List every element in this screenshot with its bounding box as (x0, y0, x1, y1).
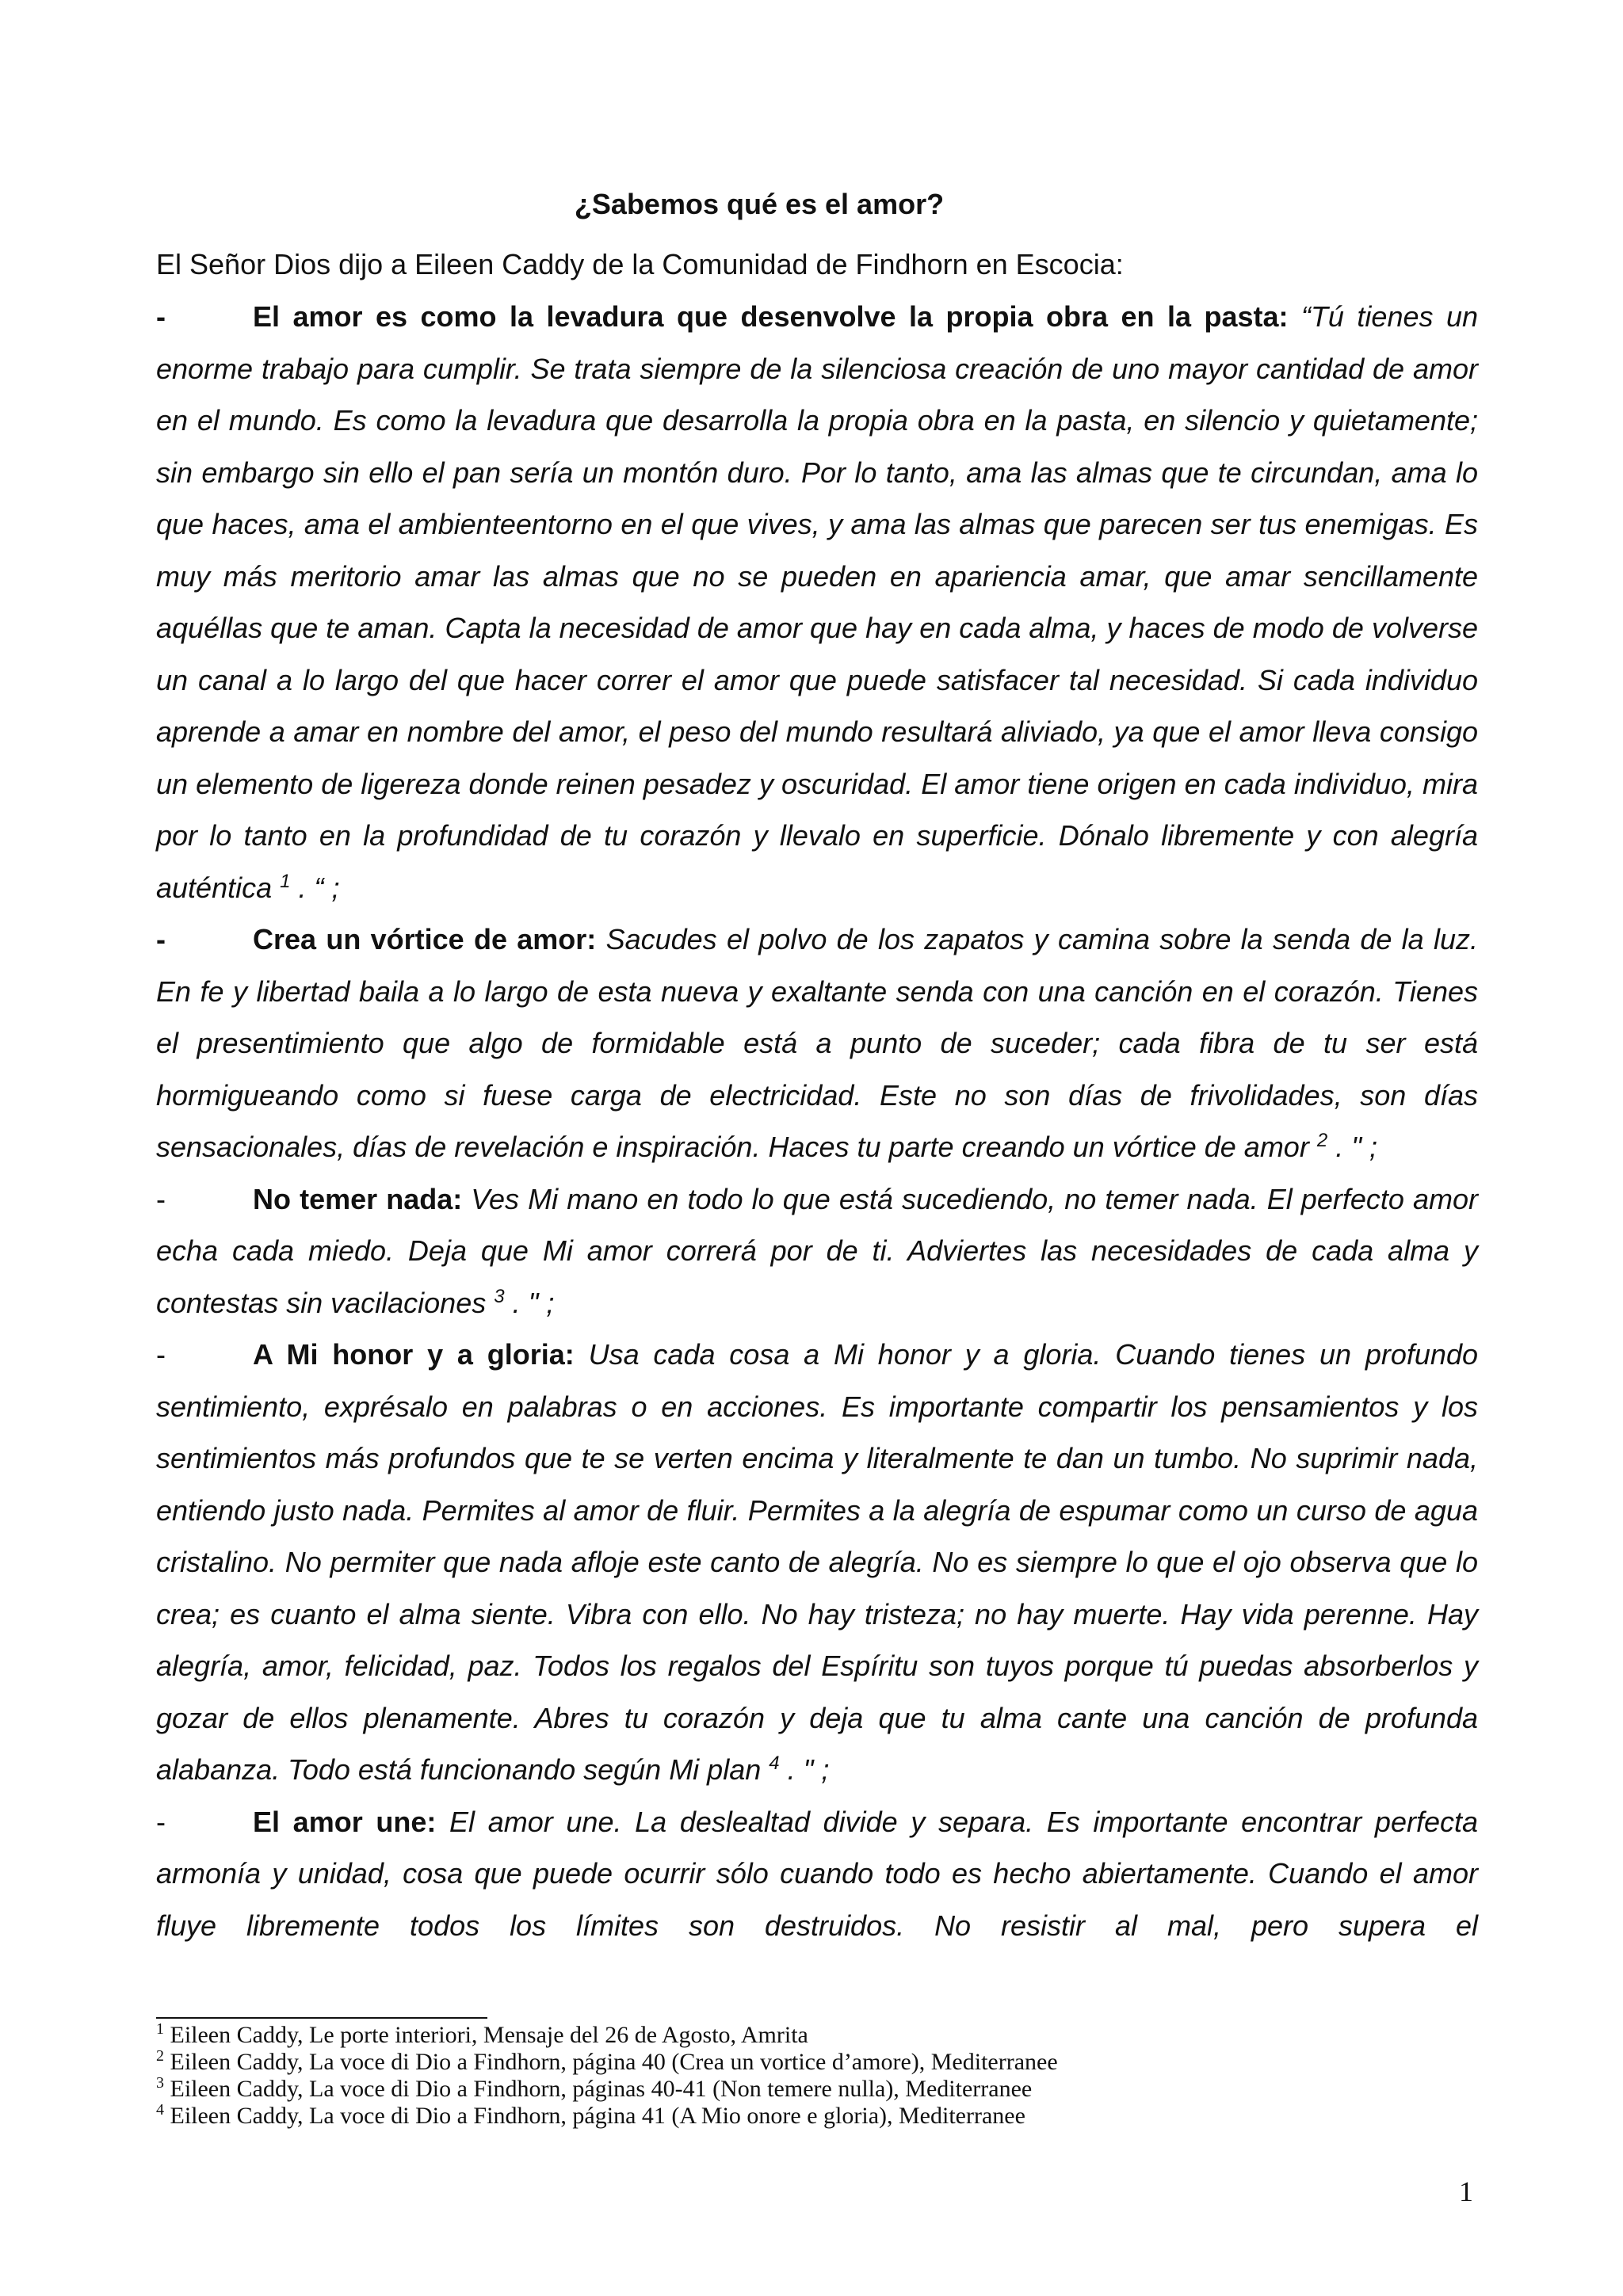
item-text: “Tú tienes un enorme trabajo para cumplir. Se trata siempre de la silenciosa creación de uno mayor cantidad de amor en el mundo. Es como la levadura que desarrolla la propia obra en la pasta, en silencio y quietamente; sin embargo sin ello el pan sería un montón duro. Por lo tanto, ama las almas que te circundan, ama lo que haces, ama el ambienteentorno en el que vives, y ama las almas que parecen ser tus enemigas. Es muy más meritorio amar las almas que no se pueden en apariencia amar, que amar sencillamente aquéllas que te aman. Capta la necesidad de amor que hay en cada alma, y haces de modo de volverse un canal a lo largo del que hacer correr el amor que puede satisfacer tal necesidad. Si cada individuo aprende a amar en nombre del amor, el peso del mundo resultará aliviado, ya que el amor lleva consigo un elemento de ligereza donde reinen pesadez y oscuridad. El amor tiene origen en cada individuo, mira por lo tanto en la profundidad de tu corazón y llevalo en superficie. Dónalo libremente y con alegría auténtica (156, 300, 1478, 904)
footnote-divider (156, 2017, 487, 2019)
footnote-number: 1 (156, 2020, 164, 2038)
footnote-text: Eileen Caddy, La voce di Dio a Findhorn, página 40 (Crea un vortice d’amore), Mediterranee (164, 2049, 1058, 2075)
item-tail: . " ; (504, 1286, 555, 1319)
item-heading: El amor une: (253, 1805, 437, 1838)
footnote-text: Eileen Caddy, La voce di Dio a Findhorn, páginas 40-41 (Non temere nulla), Mediterranee (164, 2076, 1033, 2102)
footnote (156, 2022, 1503, 2049)
page-number: 1 (1459, 2176, 1473, 2207)
item-dash: - (156, 1805, 166, 1838)
item-dash: - (156, 923, 166, 955)
item-text: Sacudes el polvo de los zapatos y camina sobre la senda de la luz. En fe y libertad baila a lo largo de esta nueva y exaltante senda con una canción en el corazón. Tienes el presentimiento que algo de formidable está a punto de suceder; cada fibra de tu ser está hormigueando como si fuese carga de electricidad. Este no son días de frivolidades, son días sensacionales, días de revelación e inspiración. Haces tu parte creando un vórtice de amor (156, 923, 1479, 1163)
footnote-number: 2 (156, 2047, 164, 2065)
item-dash: - (156, 1338, 166, 1371)
list-item (156, 291, 1478, 913)
footnote (156, 2049, 1503, 2076)
item-heading: El amor es como la levadura que desenvolve la propia obra en la pasta: (253, 300, 1289, 333)
footnote-reference: 1 (280, 870, 291, 892)
item-heading: Crea un vórtice de amor: (253, 923, 597, 955)
footnote-number: 4 (156, 2101, 164, 2119)
list-item (156, 1329, 1478, 1796)
item-tail: . " ; (779, 1753, 830, 1786)
list-item (156, 1796, 1478, 1952)
item-dash: - (156, 300, 166, 333)
footnote-number: 3 (156, 2074, 164, 2092)
footnote (156, 2103, 1503, 2130)
footnote-reference: 4 (769, 1753, 780, 1774)
list-item (156, 1173, 1478, 1329)
list-item (156, 913, 1478, 1173)
footnote-text: Eileen Caddy, La voce di Dio a Findhorn, página 41 (A Mio onore e gloria), Mediterranee (164, 2103, 1025, 2129)
item-tail: . “ ; (290, 871, 340, 904)
item-tail: . " ; (1327, 1131, 1377, 1163)
page-title: ¿Sabemos qué es el amor? (574, 188, 945, 220)
intro-line: El Señor Dios dijo a Eileen Caddy de la Comunidad de Findhorn en Escocia: (156, 248, 1124, 280)
item-heading: A Mi honor y a gloria: (253, 1338, 575, 1371)
item-text: Ves Mi mano en todo lo que está sucediendo, no temer nada. El perfecto amor echa cada miedo. Deja que Mi amor correrá por de ti. Adviertes las necesidades de cada alma y contestas sin vacilaciones (156, 1182, 1478, 1319)
footnote-reference: 2 (1316, 1130, 1328, 1151)
footnote (156, 2076, 1503, 2103)
message-list (156, 291, 1478, 1951)
footnote-reference: 3 (494, 1285, 505, 1307)
footnotes (156, 2022, 1503, 2130)
item-heading: No temer nada: (253, 1182, 463, 1215)
item-text: El amor une. La deslealtad divide y separa. Es importante encontrar perfecta armonía y unidad, cosa que puede ocurrir sólo cuando todo es hecho abiertamente. Cuando el amor fluye libremente todos los límites son destruidos. No resistir al mal, pero supera el (156, 1805, 1479, 1942)
footnote-text: Eileen Caddy, Le porte interiori, Mensaje del 26 de Agosto, Amrita (164, 2022, 808, 2048)
item-dash: - (156, 1182, 166, 1215)
item-text: Usa cada cosa a Mi honor y a gloria. Cuando tienes un profundo sentimiento, exprésalo en palabras o en acciones. Es importante compartir los pensamientos y los sentimientos más profundos que te se verten encima y literalmente te dan un tumbo. No suprimir nada, entiendo justo nada. Permites al amor de fluir. Permites a la alegría de espumar como un curso de agua cristalino. No permiter que nada afloje este canto de alegría. No es siempre lo que el ojo observa que lo crea; es cuanto el alma siente. Vibra con ello. No hay tristeza; no hay muerte. Hay vida perenne. Hay alegría, amor, felicidad, paz. Todos los regalos del Espíritu son tuyos porque tú puedas absorberlos y gozar de ellos plenamente. Abres tu corazón y deja que tu alma cante una canción de profunda alabanza. Todo está funcionando según Mi plan (156, 1338, 1479, 1786)
